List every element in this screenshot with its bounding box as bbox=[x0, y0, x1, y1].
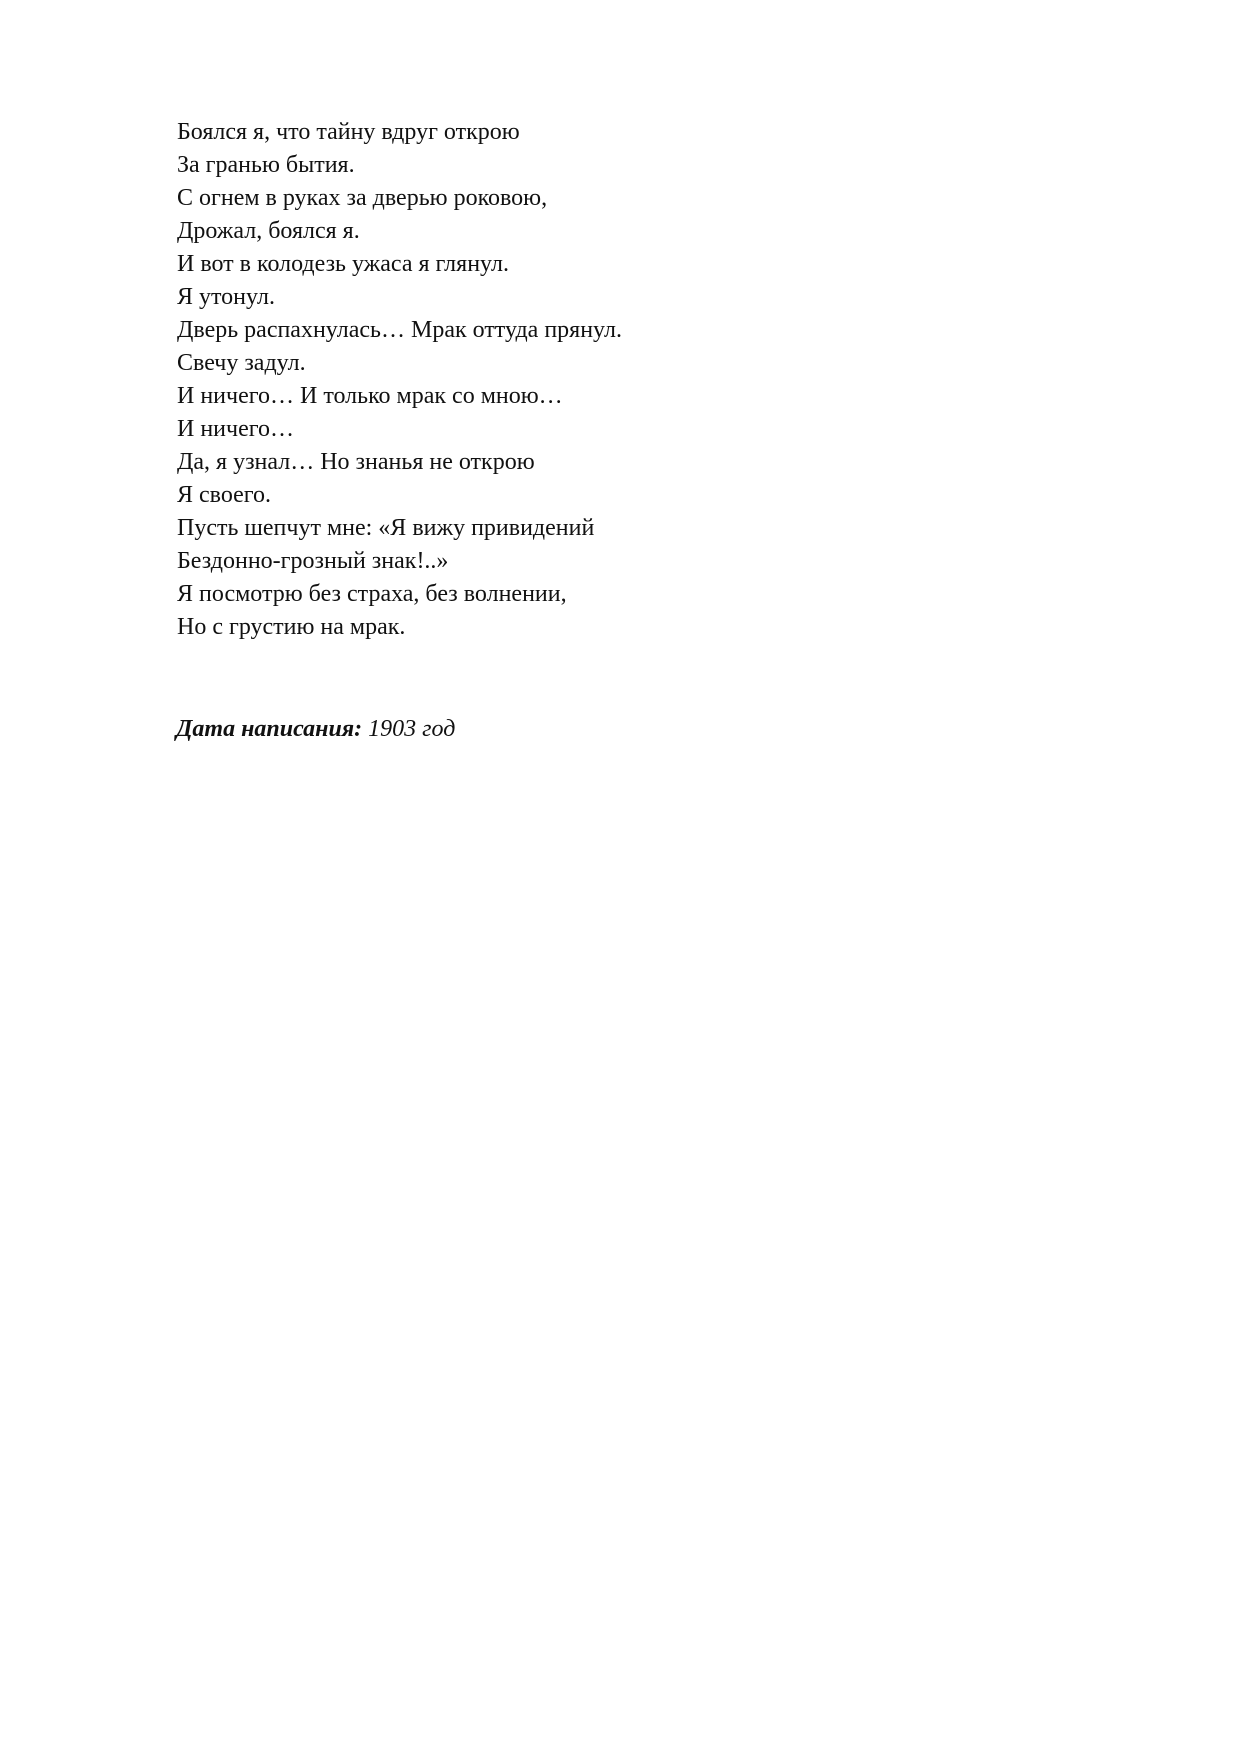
poem-line: Дверь распахнулась… Мрак оттуда прянул. bbox=[177, 317, 622, 343]
poem-line: За гранью бытия. bbox=[177, 152, 355, 178]
poem-line: И вот в колодезь ужаса я глянул. bbox=[177, 251, 509, 277]
poem-line: Я своего. bbox=[177, 482, 272, 508]
poem-line: Боялся я, что тайну вдруг открою bbox=[177, 119, 520, 145]
poem-line: И ничего… bbox=[177, 416, 294, 442]
date-value: 1903 год bbox=[368, 716, 456, 742]
date-label: Дата написания: bbox=[176, 716, 363, 742]
poem-line: С огнем в руках за дверью роковою, bbox=[177, 185, 548, 211]
poem-line: Я утонул. bbox=[177, 284, 275, 310]
poem-line: Дрожал, боялся я. bbox=[177, 218, 360, 244]
poem-line: Свечу задул. bbox=[177, 350, 306, 376]
poem-line: И ничего… И только мрак со мною… bbox=[177, 383, 563, 409]
poem-line: Да, я узнал… Но знанья не открою bbox=[177, 449, 535, 475]
poem-line: Бездонно-грозный знак!..» bbox=[177, 548, 449, 574]
date-written bbox=[176, 713, 455, 746]
poem-text bbox=[177, 116, 622, 644]
poem-line: Я посмотрю без страха, без волнении, bbox=[177, 581, 567, 607]
poem-line: Пусть шепчут мне: «Я вижу привидений bbox=[177, 515, 595, 541]
poem-line: Но с грустию на мрак. bbox=[177, 614, 406, 640]
